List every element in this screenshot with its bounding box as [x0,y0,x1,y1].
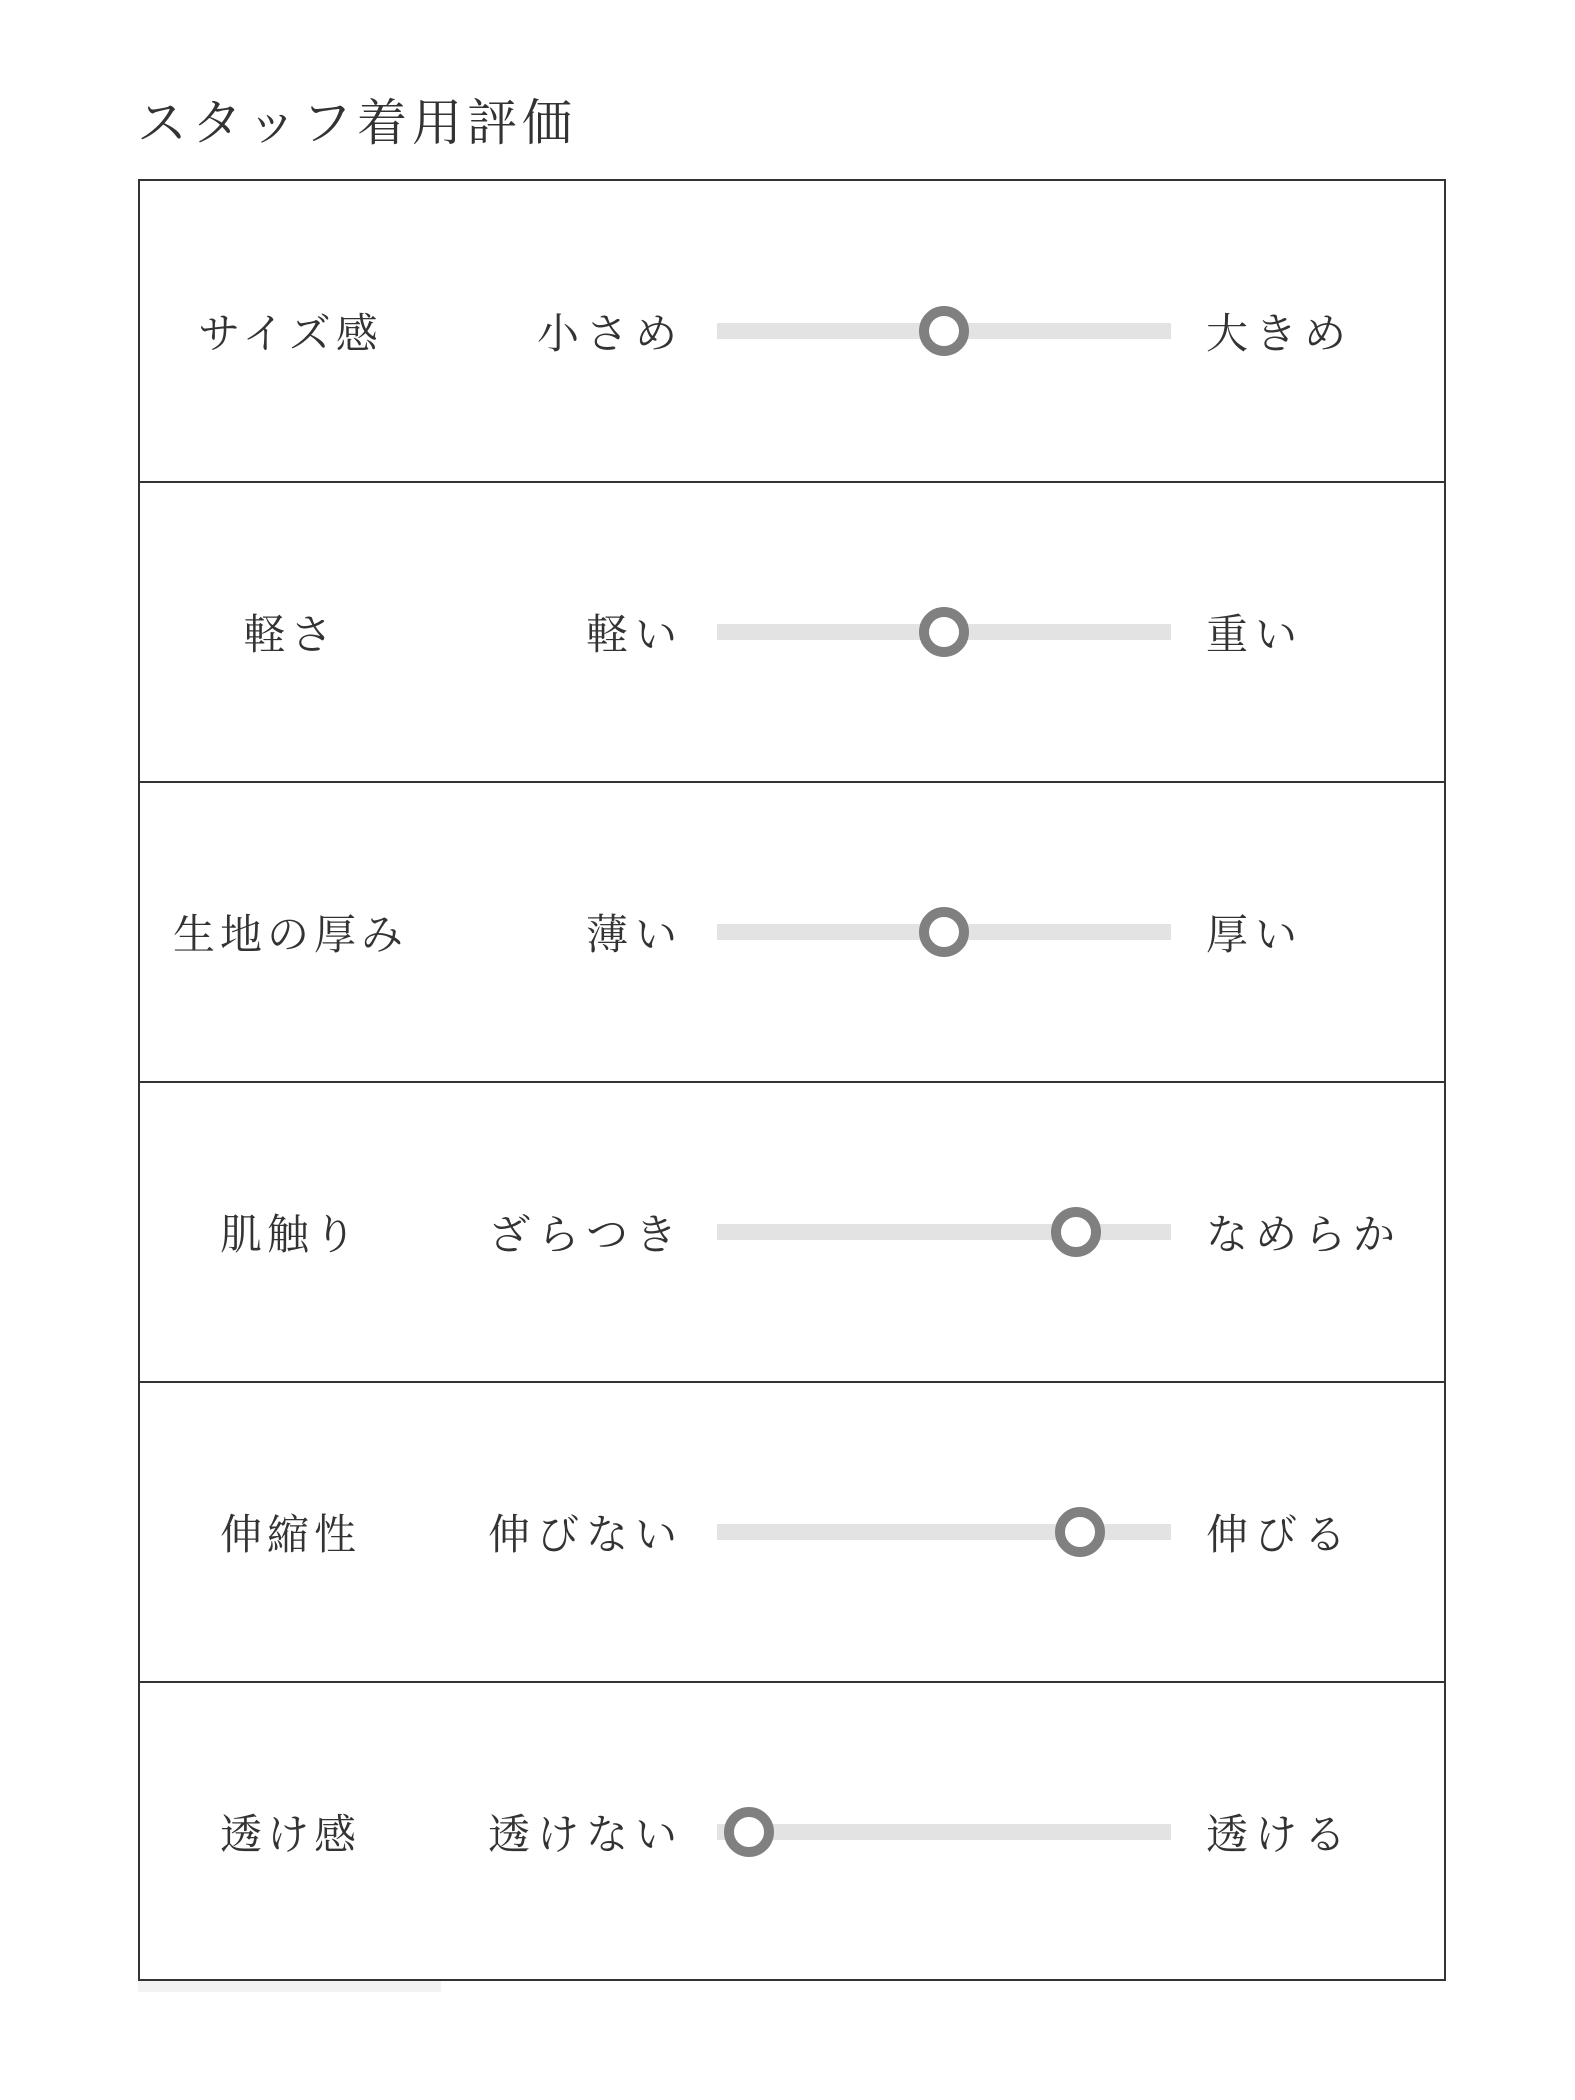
rating-row-thickness [140,781,1444,1081]
scale-max-label: 大きめ [1206,309,1354,358]
rating-track [717,1224,1171,1240]
rating-indicator [919,607,969,657]
rating-row-stretch [140,1381,1444,1681]
scale-max-label: 伸びる [1206,1510,1354,1559]
rating-track [717,924,1171,940]
rating-track [717,323,1171,339]
scale-min-label: 小さめ [536,309,684,358]
evaluation-table [138,179,1446,1981]
rating-label: サイズ感 [198,309,383,358]
rating-row-sheerness [140,1681,1444,1981]
scale-min-label: 軽い [585,610,684,659]
rating-track [717,1824,1171,1840]
rating-track [717,1524,1171,1540]
rating-label: 伸縮性 [219,1510,361,1559]
rating-label: 軽さ [243,610,338,659]
rating-row-size [140,181,1444,481]
scale-max-label: 厚い [1206,910,1305,959]
scale-min-label: ざらつき [488,1210,684,1259]
rating-row-weight [140,481,1444,781]
page-title: スタッフ着用評価 [137,94,577,152]
rating-label: 生地の厚み [172,910,408,959]
rating-label: 透け感 [219,1810,361,1859]
rating-row-texture [140,1081,1444,1381]
rating-indicator [1055,1507,1105,1557]
scale-min-label: 薄い [585,910,684,959]
scale-max-label: 重い [1206,610,1305,659]
scale-min-label: 伸びない [487,1510,684,1559]
scale-max-label: 透ける [1206,1810,1354,1859]
rating-indicator [919,907,969,957]
rating-indicator [919,306,969,356]
rating-track [717,624,1171,640]
scale-min-label: 透けない [487,1810,684,1859]
rating-indicator [724,1807,774,1857]
rating-label: 肌触り [219,1210,361,1259]
scale-max-label: なめらか [1206,1210,1403,1259]
rating-indicator [1051,1207,1101,1257]
